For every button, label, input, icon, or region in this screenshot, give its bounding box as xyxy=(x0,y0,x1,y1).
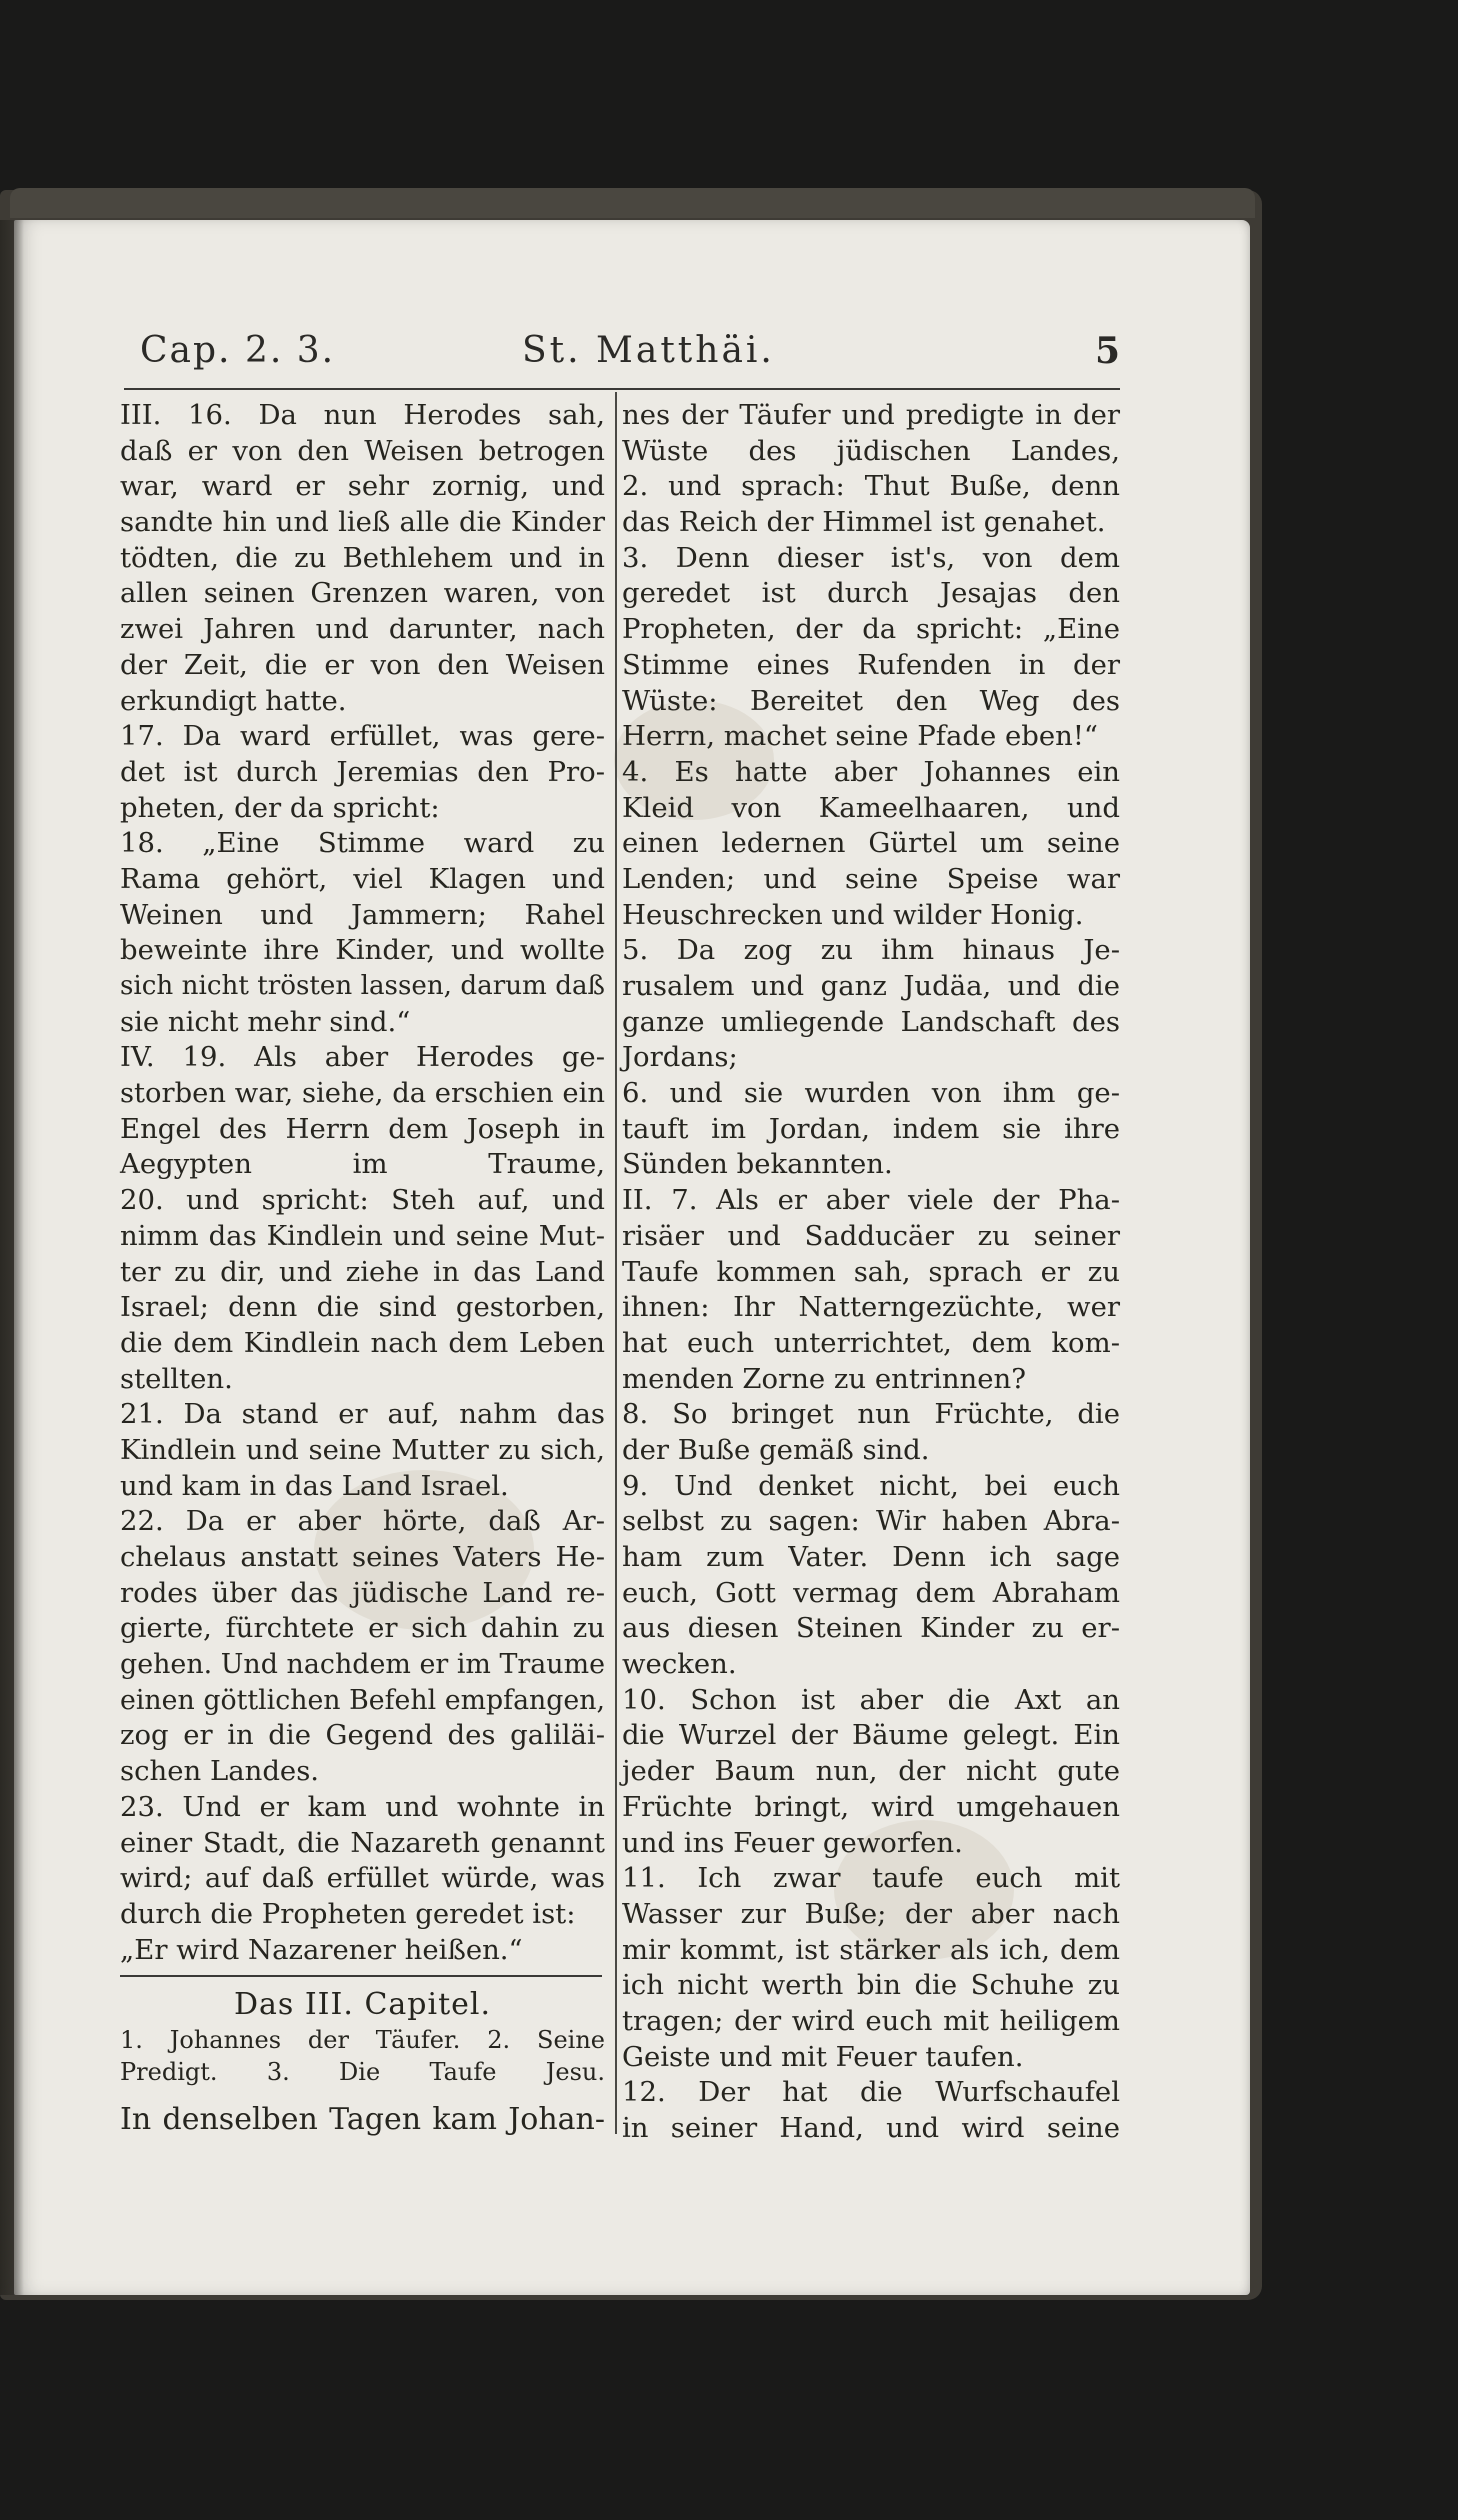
text-line: 20. und spricht: Steh auf, und xyxy=(120,1184,605,1217)
text-line: Propheten, der da spricht: „Eine xyxy=(622,613,1120,646)
chapter-summary-line: Predigt. 3. Die Taufe Jesu. xyxy=(120,2058,605,2086)
text-line: die Wurzel der Bäume gelegt. Ein xyxy=(622,1719,1120,1752)
text-line: Engel des Herrn dem Joseph in xyxy=(120,1112,605,1145)
text-line: Stimme eines Rufenden in der xyxy=(622,648,1120,681)
text-line: euch, Gott vermag dem Abraham xyxy=(622,1576,1120,1609)
text-line: det ist durch Jeremias den Pro- xyxy=(120,755,605,788)
text-line: Heuschrecken und wilder Honig. xyxy=(622,898,1084,931)
text-line: ihnen: Ihr Natterngezüchte, wer xyxy=(622,1291,1120,1324)
text-line: III. 16. Da nun Herodes sah, xyxy=(120,399,605,431)
text-line: II. 7. Als er aber viele der Pha- xyxy=(622,1184,1120,1217)
text-line: geredet ist durch Jesajas den xyxy=(622,577,1120,610)
text-line: 2. und sprach: Thut Buße, denn xyxy=(622,470,1120,503)
text-line: durch die Propheten geredet ist: xyxy=(120,1897,576,1930)
text-line: und kam in das Land Israel. xyxy=(120,1469,509,1502)
text-line: allen seinen Grenzen waren, von xyxy=(120,577,605,610)
text-line: jeder Baum nun, der nicht gute xyxy=(622,1755,1120,1788)
text-line: und ins Feuer geworfen. xyxy=(622,1826,963,1859)
text-line: aus diesen Steinen Kinder zu er- xyxy=(622,1612,1120,1645)
text-line: hat euch unterrichtet, dem kom- xyxy=(622,1326,1120,1359)
text-line: 11. Ich zwar taufe euch mit xyxy=(622,1862,1120,1895)
text-line: 8. So bringet nun Früchte, die xyxy=(622,1398,1120,1431)
column-divider xyxy=(615,392,617,2134)
text-line: tragen; der wird euch mit heiligem xyxy=(622,2004,1120,2037)
text-line: gierte, fürchtete er sich dahin zu xyxy=(120,1612,605,1645)
text-line: storben war, siehe, da erschien ein xyxy=(120,1078,605,1110)
text-line: stellten. xyxy=(120,1362,233,1395)
text-line: nes der Täufer und predigte in der xyxy=(622,399,1120,431)
text-line: Israel; denn die sind gestorben, xyxy=(120,1291,605,1324)
text-line: Wüste: Bereitet den Weg des xyxy=(622,684,1120,717)
running-header xyxy=(140,330,1120,386)
text-line: zog er in die Gegend des galiläi- xyxy=(120,1719,605,1752)
text-line: Geiste und mit Feuer taufen. xyxy=(622,2040,1024,2073)
text-line: einer Stadt, die Nazareth genannt xyxy=(120,1826,605,1859)
text-line: 17. Da ward erfüllet, was gere- xyxy=(120,720,605,753)
text-line: Taufe kommen sah, sprach er zu xyxy=(622,1255,1120,1288)
text-line: tauft im Jordan, indem sie ihre xyxy=(622,1112,1120,1145)
text-line: selbst zu sagen: Wir haben Abra- xyxy=(622,1505,1120,1538)
text-line: pheten, der da spricht: xyxy=(120,791,440,824)
text-line: einen göttlichen Befehl empfangen, xyxy=(120,1684,605,1716)
text-line: ganze umliegende Landschaft des xyxy=(622,1005,1120,1038)
right-column xyxy=(622,398,1120,2147)
chapter-block xyxy=(120,1986,605,2142)
text-line: Kleid von Kameelhaaren, und xyxy=(622,791,1120,824)
text-line: einen ledernen Gürtel um seine xyxy=(622,827,1120,860)
text-line: erkundigt hatte. xyxy=(120,684,347,717)
text-line: Wasser zur Buße; der aber nach xyxy=(622,1897,1120,1930)
text-line: 3. Denn dieser ist's, von dem xyxy=(622,541,1120,574)
text-line: 4. Es hatte aber Johannes ein xyxy=(622,755,1120,788)
text-line: nimm das Kindlein und seine Mut- xyxy=(120,1219,605,1252)
text-line: wecken. xyxy=(622,1648,737,1681)
text-line: 12. Der hat die Wurfschaufel xyxy=(622,2076,1120,2109)
text-line: das Reich der Himmel ist genahet. xyxy=(622,506,1106,539)
text-line: rodes über das jüdische Land re- xyxy=(120,1576,605,1609)
text-line: Wüste des jüdischen Landes, xyxy=(622,434,1120,467)
text-line: Herrn, machet seine Pfade eben!“ xyxy=(622,720,1098,753)
chapter-summary-line: 1. Johannes der Täufer. 2. Seine xyxy=(120,2026,605,2054)
text-line: ter zu dir, und ziehe in das Land xyxy=(120,1255,605,1288)
page-number: 5 xyxy=(1094,330,1120,372)
text-line: der Zeit, die er von den Weisen xyxy=(120,648,605,681)
text-line: Früchte bringt, wird umgehauen xyxy=(622,1790,1120,1823)
text-line: Aegypten im Traume, xyxy=(120,1148,605,1181)
chapter-summary xyxy=(120,2024,605,2088)
text-line: risäer und Sadducäer zu seiner xyxy=(622,1219,1120,1252)
text-line: 23. Und er kam und wohnte in xyxy=(120,1790,605,1823)
chapter-rule xyxy=(120,1975,602,1977)
text-line: der Buße gemäß sind. xyxy=(622,1433,930,1466)
chapter-first-line: In denselben Tagen kam Johan- xyxy=(120,2102,605,2137)
text-line: Weinen und Jammern; Rahel xyxy=(120,898,605,931)
text-line: 21. Da stand er auf, nahm das xyxy=(120,1398,605,1431)
text-line: mir kommt, ist stärker als ich, dem xyxy=(622,1933,1120,1966)
text-line: menden Zorne zu entrinnen? xyxy=(622,1362,1027,1395)
text-line: 22. Da er aber hörte, daß Ar- xyxy=(120,1505,605,1538)
left-column xyxy=(120,398,605,1968)
text-line: beweinte ihre Kinder, und wollte xyxy=(120,934,605,967)
text-line: 10. Schon ist aber die Axt an xyxy=(622,1683,1120,1716)
text-line: tödten, die zu Bethlehem und in xyxy=(120,541,605,574)
text-line: 9. Und denket nicht, bei euch xyxy=(622,1469,1120,1502)
text-line: sie nicht mehr sind.“ xyxy=(120,1005,411,1038)
text-line: daß er von den Weisen betrogen xyxy=(120,434,605,467)
text-line: 6. und sie wurden von ihm ge- xyxy=(622,1077,1120,1110)
page-gutter-shadow xyxy=(0,220,24,2295)
text-line: sich nicht trösten lassen, darum daß xyxy=(120,971,605,1001)
book-cover-top-edge xyxy=(10,188,1255,218)
text-line: rusalem und ganz Judäa, und die xyxy=(622,970,1120,1002)
text-line: Sünden bekannten. xyxy=(622,1148,893,1181)
text-line: zwei Jahren und darunter, nach xyxy=(120,613,605,646)
book-title: St. Matthäi. xyxy=(522,330,775,371)
text-line: „Er wird Nazarener heißen.“ xyxy=(120,1933,523,1966)
text-line: Kindlein und seine Mutter zu sich, xyxy=(120,1433,605,1466)
text-line: Jordans; xyxy=(622,1041,738,1074)
header-rule xyxy=(124,388,1120,390)
text-line: war, ward er sehr zornig, und xyxy=(120,470,605,503)
text-line: in seiner Hand, und wird seine xyxy=(622,2112,1120,2144)
text-line: IV. 19. Als aber Herodes ge- xyxy=(120,1041,605,1074)
chapter-reference: Cap. 2. 3. xyxy=(140,330,336,371)
text-line: 5. Da zog zu ihm hinaus Je- xyxy=(622,934,1120,967)
chapter-heading: Das III. Capitel. xyxy=(233,1987,492,2022)
text-line: Rama gehört, viel Klagen und xyxy=(120,862,605,895)
text-line: schen Landes. xyxy=(120,1755,320,1788)
text-line: wird; auf daß erfüllet würde, was xyxy=(120,1862,605,1895)
text-line: 18. „Eine Stimme ward zu xyxy=(120,827,605,860)
text-line: sandte hin und ließ alle die Kinder xyxy=(120,506,605,539)
text-line: gehen. Und nachdem er im Traume xyxy=(120,1649,605,1681)
text-line: die dem Kindlein nach dem Leben xyxy=(120,1326,605,1359)
text-line: Lenden; und seine Speise war xyxy=(622,862,1120,895)
text-line: ich nicht werth bin die Schuhe zu xyxy=(622,1969,1120,2002)
text-line: chelaus anstatt seines Vaters He- xyxy=(120,1541,605,1573)
text-line: ham zum Vater. Denn ich sage xyxy=(622,1541,1120,1573)
